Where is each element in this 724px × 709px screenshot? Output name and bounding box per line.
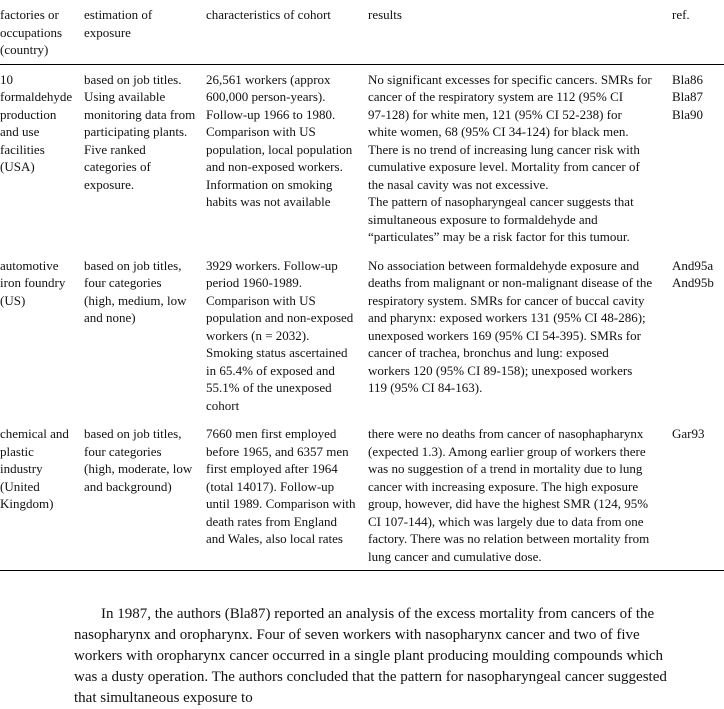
header-factories: factories or occupations (country): [0, 7, 63, 57]
cell-cohort: 3929 workers. Follow-up period 1960-1989. Comparison with US population and non-exposed workers (n = 2032). Smoking status ascertained in 65.4% of exposed and 55.1% of the unexposed cohort: [206, 257, 354, 413]
cell-cohort: 7660 men first employed before 1965, and 6357 men first employed after 1964 (total 14017). Follow-up until 1989. Comparison with death rates from England and Wales, also local rates: [206, 426, 356, 546]
cell-results: there were no deaths from cancer of nasophapharynx (expected 1.3). Among earlier group of workers there was no suggestion of a trend in mortality due to lung cancer with increasing exposure. The high exposure group, however, did have the highest SMR (124, 95% CI 107-144), which was largely due to data from one factory. There was no relation between mortality from lung cancer and cumulative dose.: [368, 426, 650, 564]
cell-exposure: based on job titles. Using available monitoring data from participating plants. Five ranked categories of exposure.: [84, 71, 196, 192]
cell-ref: Gar93: [672, 426, 705, 441]
header-cohort: characteristics of cohort: [206, 7, 331, 22]
header-results: results: [368, 7, 402, 22]
body-paragraph: In 1987, the authors (Bla87) reported an analysis of the excess mortality from cancers of the nasopharynx and oropharynx. Four of seven workers with nasopharynx cancer and two of five workers with oropharynx cancer occurred in a single plant producing moulding compounds which was a dusty operation. The authors concluded that the pattern for nasopharyngeal cancer suggested that simultaneous exposure to: [74, 606, 667, 706]
table-row: [0, 64, 724, 251]
cell-factory: automotive iron foundry (US): [0, 257, 66, 308]
header-exposure: estimation of exposure: [84, 7, 153, 40]
cell-results: No association between formaldehyde exposure and deaths from malignant or non-malignant disease of the respiratory system. SMRs for cancer of buccal cavity and pharynx: exposed workers 131 (95% CI 48-286); unexposed workers 169 (95% CI 54-395). SMRs for cancer of trachea, bronchus and lung: exposed workers 120 (95% CI 89-158); unexposed workers 119 (95% CI 84-163).: [368, 257, 653, 395]
cell-ref: And95a And95b: [672, 257, 714, 290]
cell-factory: 10 formaldehyde production and use facilities (USA): [0, 71, 73, 174]
cell-exposure: based on job titles, four categories (high, moderate, low and background): [84, 426, 193, 494]
table-row: [0, 419, 724, 571]
cell-ref: Bla86 Bla87 Bla90: [672, 71, 704, 122]
table-header-row: [0, 0, 724, 64]
header-ref: ref.: [672, 7, 690, 22]
cell-results: No significant excesses for specific cancers. SMRs for cancer of the respiratory system are 112 (95% CI 97-128) for white men, 121 (95% CI 52-238) for white women, 68 (95% CI 34-124) for black men. There is no trend of increasing lung cancer risk with cumulative exposure level. Mortality from cancer of the nasal cavity was not excessive. The pattern of nasopharyngeal cancer suggests that simultaneous exposure to formaldehyde and “particulates” may be a risk factor for this tumour.: [368, 71, 652, 244]
cell-cohort: 26,561 workers (approx 600,000 person-years). Follow-up 1966 to 1980. Comparison with US population, local population and non-exposed workers. Information on smoking habits was not available: [206, 71, 353, 209]
table-row: [0, 251, 724, 420]
cell-factory: chemical and plastic industry (United Kingdom): [0, 426, 69, 511]
cell-exposure: based on job titles, four categories (high, medium, low and none): [84, 257, 187, 325]
